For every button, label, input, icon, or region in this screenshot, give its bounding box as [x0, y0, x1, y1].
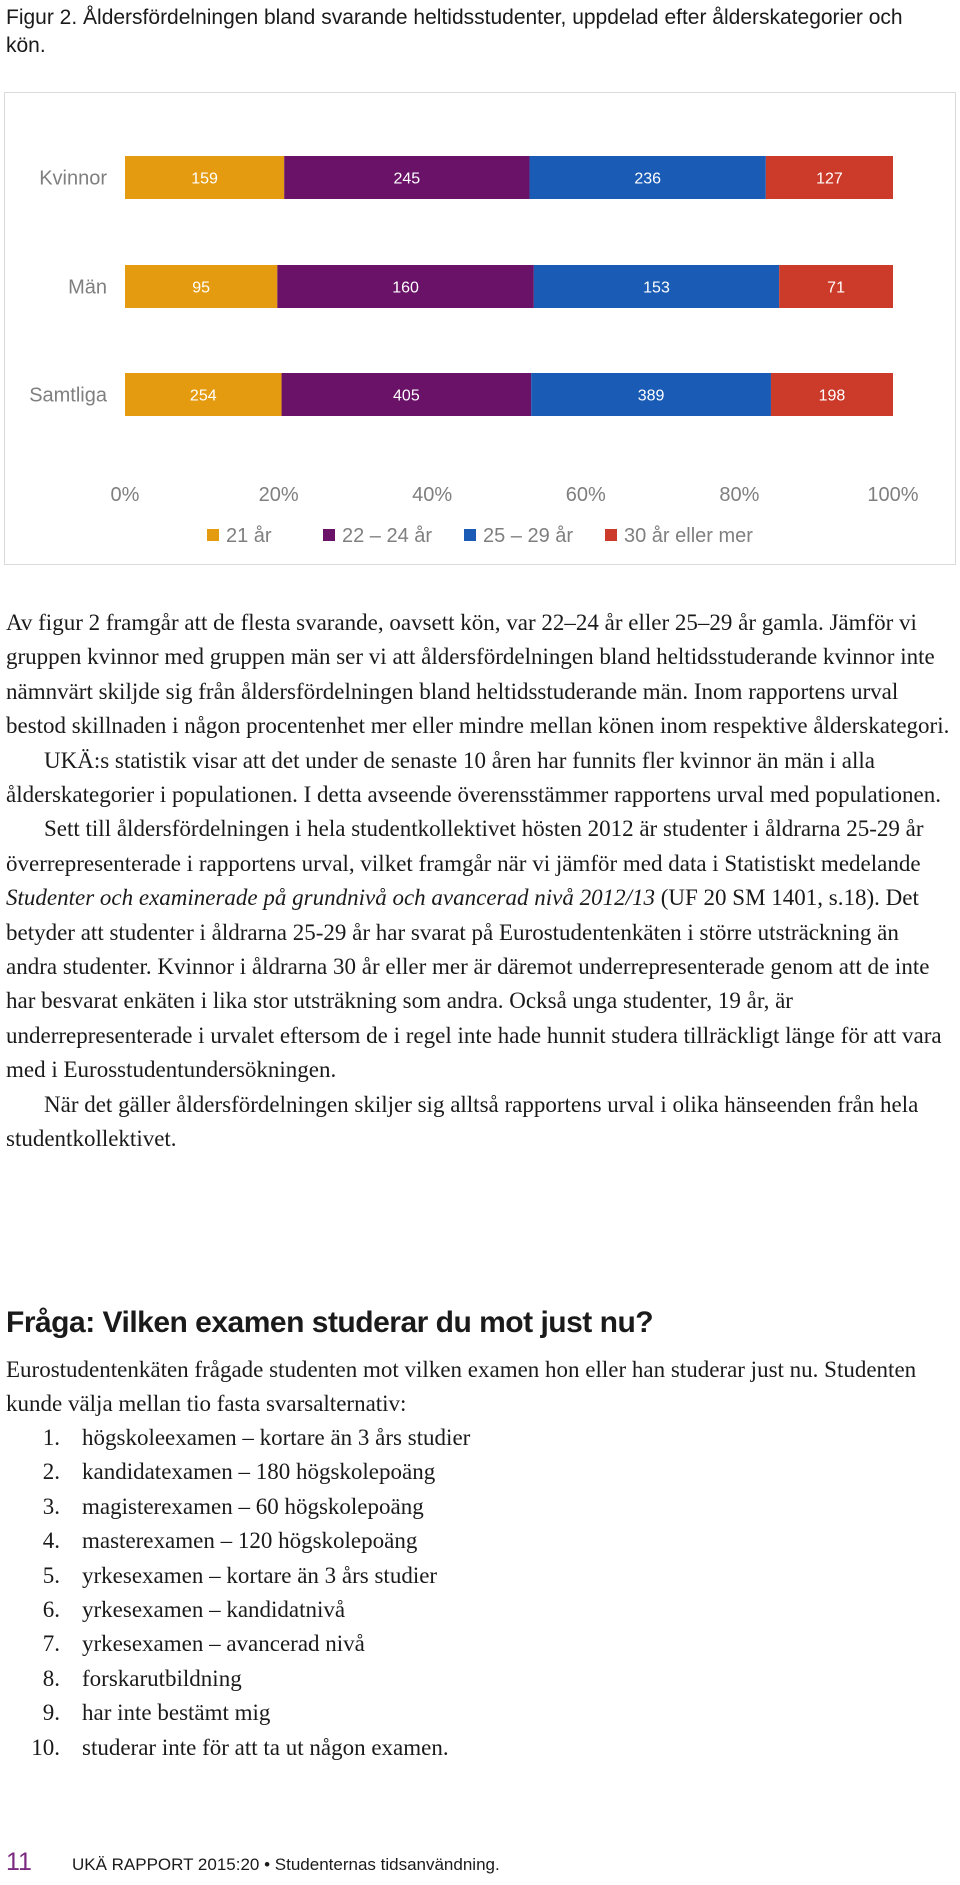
paragraph-3-part-1: Sett till åldersfördelningen i hela studentkollektivet hösten 2012 är studenter i åldrarna 25-29 år överrepresenterade i rapportens urval, vilket framgår när vi jämför med data i Statistiskt medelande [6, 816, 924, 876]
option-item [6, 1490, 470, 1524]
option-text: masterexamen – 120 högskolepoäng [82, 1528, 418, 1554]
legend-label: 25 – 29 år [483, 525, 574, 547]
option-number: 7. [42, 1631, 60, 1657]
publication-title: Studenter och examinerade på grundnivå och avancerad nivå 2012/13 [6, 885, 655, 911]
stacked-bar-chart [4, 92, 956, 565]
legend-swatch [605, 529, 617, 541]
paragraph-3 [6, 812, 954, 1087]
category-label: Kvinnor [39, 167, 107, 190]
legend-label: 30 år eller mer [624, 525, 753, 547]
page-number: 11 [6, 1848, 32, 1876]
data-label: 245 [393, 170, 421, 188]
x-tick-label: 80% [719, 484, 760, 506]
option-item [6, 1524, 470, 1558]
option-number: 6. [42, 1596, 60, 1622]
legend-label: 21 år [226, 525, 272, 547]
data-label: 153 [643, 279, 670, 297]
data-label: 389 [637, 387, 665, 405]
category-label: Samtliga [29, 384, 107, 407]
option-number: 4. [42, 1528, 60, 1554]
report-reference: UKÄ RAPPORT 2015:20 • Studenternas tidsanvändning. [71, 1855, 500, 1874]
data-label: 405 [393, 387, 420, 405]
section-heading: Fråga: Vilken examen studerar du mot just nu? [6, 1306, 654, 1339]
option-number: 1. [42, 1425, 60, 1450]
option-text: har inte bestämt mig [82, 1700, 271, 1726]
paragraph-3-part-2: (UF 20 SM 1401, s.18). Det betyder att studenter i åldrarna 25-29 år har svarat på Eurostudentenkäten i större utsträckning än andra studenter. Kvinnor i åldrarna 30 år eller mer är däremot underrepresenterade genom att de inte har besvarat enkäten i lika stor utsträkning som andra. Också unga studenter, 19 år, är underrepresenterade i urvalet eftersom de i regel inte hade hunnit studera tillräckligt länge för att vara med i Eurosstudentundersökningen. [6, 885, 942, 1083]
option-item [6, 1593, 470, 1627]
option-text: magisterexamen – 60 högskolepoäng [82, 1493, 424, 1519]
paragraph-2: UKÄ:s statistik visar att det under de senaste 10 åren har funnits fler kvinnor än män i alla ålderskategorier i populationen. I detta avseende överensstämmer rapportens urval med populationen. [6, 747, 942, 808]
legend-label: 22 – 24 år [342, 525, 433, 547]
option-number: 10. [31, 1734, 60, 1760]
option-item [6, 1455, 470, 1489]
figure-caption: Figur 2. Åldersfördelningen bland svarande heltidsstudenter, uppdelad efter ålderskategorier och kön. [6, 6, 903, 57]
paragraph-1: Av figur 2 framgår att de flesta svarande, oavsett kön, var 22–24 år eller 25–29 år gamla. Jämför vi gruppen kvinnor med gruppen män ser vi att åldersfördelningen bland heltidsstuderande kvinnor inte nämnvärt skiljde sig från åldersfördelningen bland heltidsstuderande män. Inom rapportens urval bestod skillnaden i någon procentenhet mer eller mindre mellan könen inom respektive ålderskategori. [6, 610, 950, 739]
option-text: kandidatexamen – 180 högskolepoäng [82, 1459, 436, 1485]
option-item [6, 1421, 470, 1455]
x-tick-label: 40% [412, 484, 453, 506]
data-label: 127 [816, 170, 843, 188]
data-label: 95 [192, 279, 211, 297]
x-tick-label: 20% [258, 484, 299, 506]
option-text: yrkesexamen – kandidatnivå [82, 1596, 346, 1622]
legend-swatch [207, 529, 219, 541]
option-text: yrkesexamen – avancerad nivå [82, 1631, 365, 1657]
paragraph-4: När det gäller åldersfördelningen skiljer sig alltså rapportens urval i olika hänseenden från hela studentkollektivet. [6, 1091, 919, 1152]
chart-svg [5, 93, 955, 564]
legend-swatch [323, 529, 335, 541]
option-number: 5. [42, 1562, 60, 1588]
page-footer [6, 1848, 500, 1877]
option-number: 8. [42, 1665, 60, 1691]
data-label: 159 [191, 170, 218, 188]
data-label: 254 [189, 387, 217, 405]
option-item [6, 1696, 470, 1730]
option-item [6, 1731, 470, 1765]
x-tick-label: 0% [110, 484, 140, 506]
option-item [6, 1559, 470, 1593]
legend-swatch [464, 529, 476, 541]
option-text: studerar inte för att ta ut någon examen. [82, 1734, 449, 1760]
data-label: 198 [818, 387, 846, 405]
option-number: 9. [42, 1700, 60, 1726]
answer-options-list [6, 1421, 470, 1765]
section-intro: Eurostudentenkäten frågade studenten mot vilken examen hon eller han studerar just nu. Studenten kunde välja mellan tio fasta svarsalternativ: [6, 1357, 917, 1417]
option-number: 2. [42, 1459, 60, 1485]
option-item [6, 1627, 470, 1661]
category-label: Män [68, 276, 107, 299]
data-label: 71 [827, 279, 845, 297]
option-text: högskoleexamen – kortare än 3 års studier [82, 1425, 471, 1450]
option-number: 3. [42, 1493, 60, 1519]
option-text: forskarutbildning [82, 1665, 242, 1691]
data-label: 236 [634, 170, 662, 188]
x-tick-label: 100% [867, 484, 919, 506]
option-item [6, 1662, 470, 1696]
data-label: 160 [392, 279, 419, 297]
body-text [6, 606, 954, 1157]
x-tick-label: 60% [565, 484, 606, 506]
option-text: yrkesexamen – kortare än 3 års studier [82, 1562, 438, 1588]
